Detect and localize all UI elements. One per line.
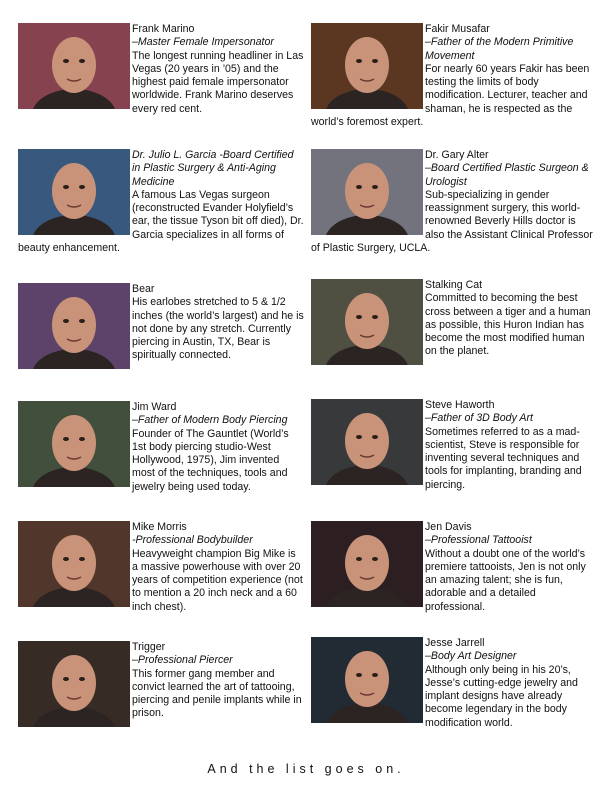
portrait-photo-bear: [18, 283, 130, 369]
person-name: Dr. Gary Alter: [425, 149, 489, 161]
portrait-tattooed-man-icon: [18, 641, 130, 727]
profile-gary-alter: [311, 149, 597, 261]
person-name: Mike Morris: [132, 521, 187, 533]
person-title: –Father of the Modern Primitive Movement: [425, 36, 574, 62]
portrait-man-glasses-icon: [311, 149, 423, 235]
person-bio: Committed to becoming the best cross between a tiger and a human as possible, this Huron Indian has become the most modified human on the planet.: [425, 292, 591, 358]
person-name: Jesse Jarrell: [425, 637, 485, 649]
person-name: Jen Davis: [425, 521, 472, 533]
profile-jim-ward: [18, 401, 304, 513]
portrait-photo-trigger: [18, 641, 130, 727]
portrait-tattooed-man-icon: [18, 283, 130, 369]
portrait-photo-jen-davis: [311, 521, 423, 607]
profile-jesse-jarrell: [311, 637, 597, 749]
portrait-bald-man-icon: [311, 637, 423, 723]
person-title: –Master Female Impersonator: [132, 36, 274, 49]
person-name: Frank Marino: [132, 23, 195, 35]
closing-line: And the list goes on.: [207, 762, 405, 776]
portrait-photo-julio-garcia: [18, 149, 130, 235]
person-bio: Without a doubt one of the world’s premiere tattooists, Jen is not only an amazing talent; she is fun, adorable and a detailed professional.: [425, 547, 586, 613]
person-bio: A famous Las Vegas surgeon (reconstructed Evander Holyfield’s ear, the tissue Tyson bit off died), Dr. Garcia specializes in all forms of beauty enhancement.: [18, 188, 304, 255]
portrait-photo-frank-marino: [18, 23, 130, 109]
portrait-photo-fakir-musafar: [311, 23, 423, 109]
portrait-photo-steve-haworth: [311, 399, 423, 485]
person-name: Jim Ward: [132, 401, 177, 413]
person-name: Trigger: [132, 641, 166, 653]
person-bio: Heavyweight champion Big Mike is a massive powerhouse with over 20 years of competition experience (not to mention a 20 inch neck and a 60 inch chest).: [132, 547, 303, 613]
person-bio: For nearly 60 years Fakir has been testing the limits of body modification. Lecturer, teacher and shaman, he is respected as the world’s foremost expert.: [311, 62, 590, 129]
portrait-man-glasses-icon: [18, 401, 130, 487]
person-title: –Board Certified Plastic Surgeon & Urologist: [425, 162, 589, 188]
profile-fakir-musafar: [311, 23, 597, 135]
person-name: Bear: [132, 283, 155, 295]
portrait-man-bandana-icon: [18, 149, 130, 235]
person-bio: His earlobes stretched to 5 & 1/2 inches (the world’s largest) and he is not done by any stretch. Currently piercing in Austin, TX, Bear is spiritually connected.: [132, 296, 304, 362]
person-name: Fakir Musafar: [425, 23, 490, 35]
person-name: Stalking Cat: [425, 279, 483, 291]
person-name: Steve Haworth: [425, 399, 495, 411]
profile-trigger: [18, 641, 304, 753]
profile-jen-davis: [311, 521, 597, 633]
profile-frank-marino: [18, 23, 304, 135]
person-title: –Professional Piercer: [132, 654, 233, 667]
portrait-tiger-man-icon: [311, 279, 423, 365]
portrait-female-impersonator-icon: [18, 23, 130, 109]
person-bio: Founder of The Gauntlet (World’s 1st body piercing studio-West Hollywood, 1975), Jim invented most of the techniques, tools and jewelry being used today.: [132, 427, 289, 493]
person-title: -Professional Bodybuilder: [132, 534, 253, 547]
person-title: –Professional Tattooist: [425, 534, 532, 547]
portrait-photo-gary-alter: [311, 149, 423, 235]
portrait-woman-icon: [311, 521, 423, 607]
profile-stalking-cat: [311, 279, 597, 391]
person-title: –Father of 3D Body Art: [425, 412, 533, 425]
person-bio: This former gang member and convict learned the art of tattooing, piercing and penile implants while in prison.: [132, 667, 302, 720]
portrait-photo-jim-ward: [18, 401, 130, 487]
person-title: –Body Art Designer: [425, 650, 517, 663]
profile-mike-morris: [18, 521, 304, 633]
profile-bear: [18, 283, 304, 395]
profile-steve-haworth: [311, 399, 597, 511]
portrait-photo-stalking-cat: [311, 279, 423, 365]
person-name: Dr. Julio L. Garcia -Board Certified in Plastic Surgery & Anti-Aging Medicine: [132, 149, 294, 188]
portrait-photo-jesse-jarrell: [311, 637, 423, 723]
portrait-bald-man-icon: [311, 399, 423, 485]
person-bio: Sometimes referred to as a mad-scientist, Steve is responsible for inventing several techniques and tools for implanting, branding and piercing.: [425, 425, 582, 491]
portrait-bald-man-icon: [18, 521, 130, 607]
profile-julio-garcia: [18, 149, 304, 261]
person-title: –Father of Modern Body Piercing: [132, 414, 288, 427]
person-bio: The longest running headliner in Las Vegas (20 years in ’05) and the highest paid female impersonator worldwide. Frank Marino deserves every red cent.: [132, 49, 304, 115]
person-bio: Sub-specializing in gender reassignment surgery, this world-renowned Beverly Hills doctor is also the Assistant Clinical Professor of Plastic Surgery, UCLA.: [311, 188, 593, 255]
person-bio: Although only being in his 20’s, Jesse’s cutting-edge jewelry and implant designs have already become legendary in the body modification world.: [425, 663, 578, 729]
portrait-man-glasses-icon: [311, 23, 423, 109]
portrait-photo-mike-morris: [18, 521, 130, 607]
